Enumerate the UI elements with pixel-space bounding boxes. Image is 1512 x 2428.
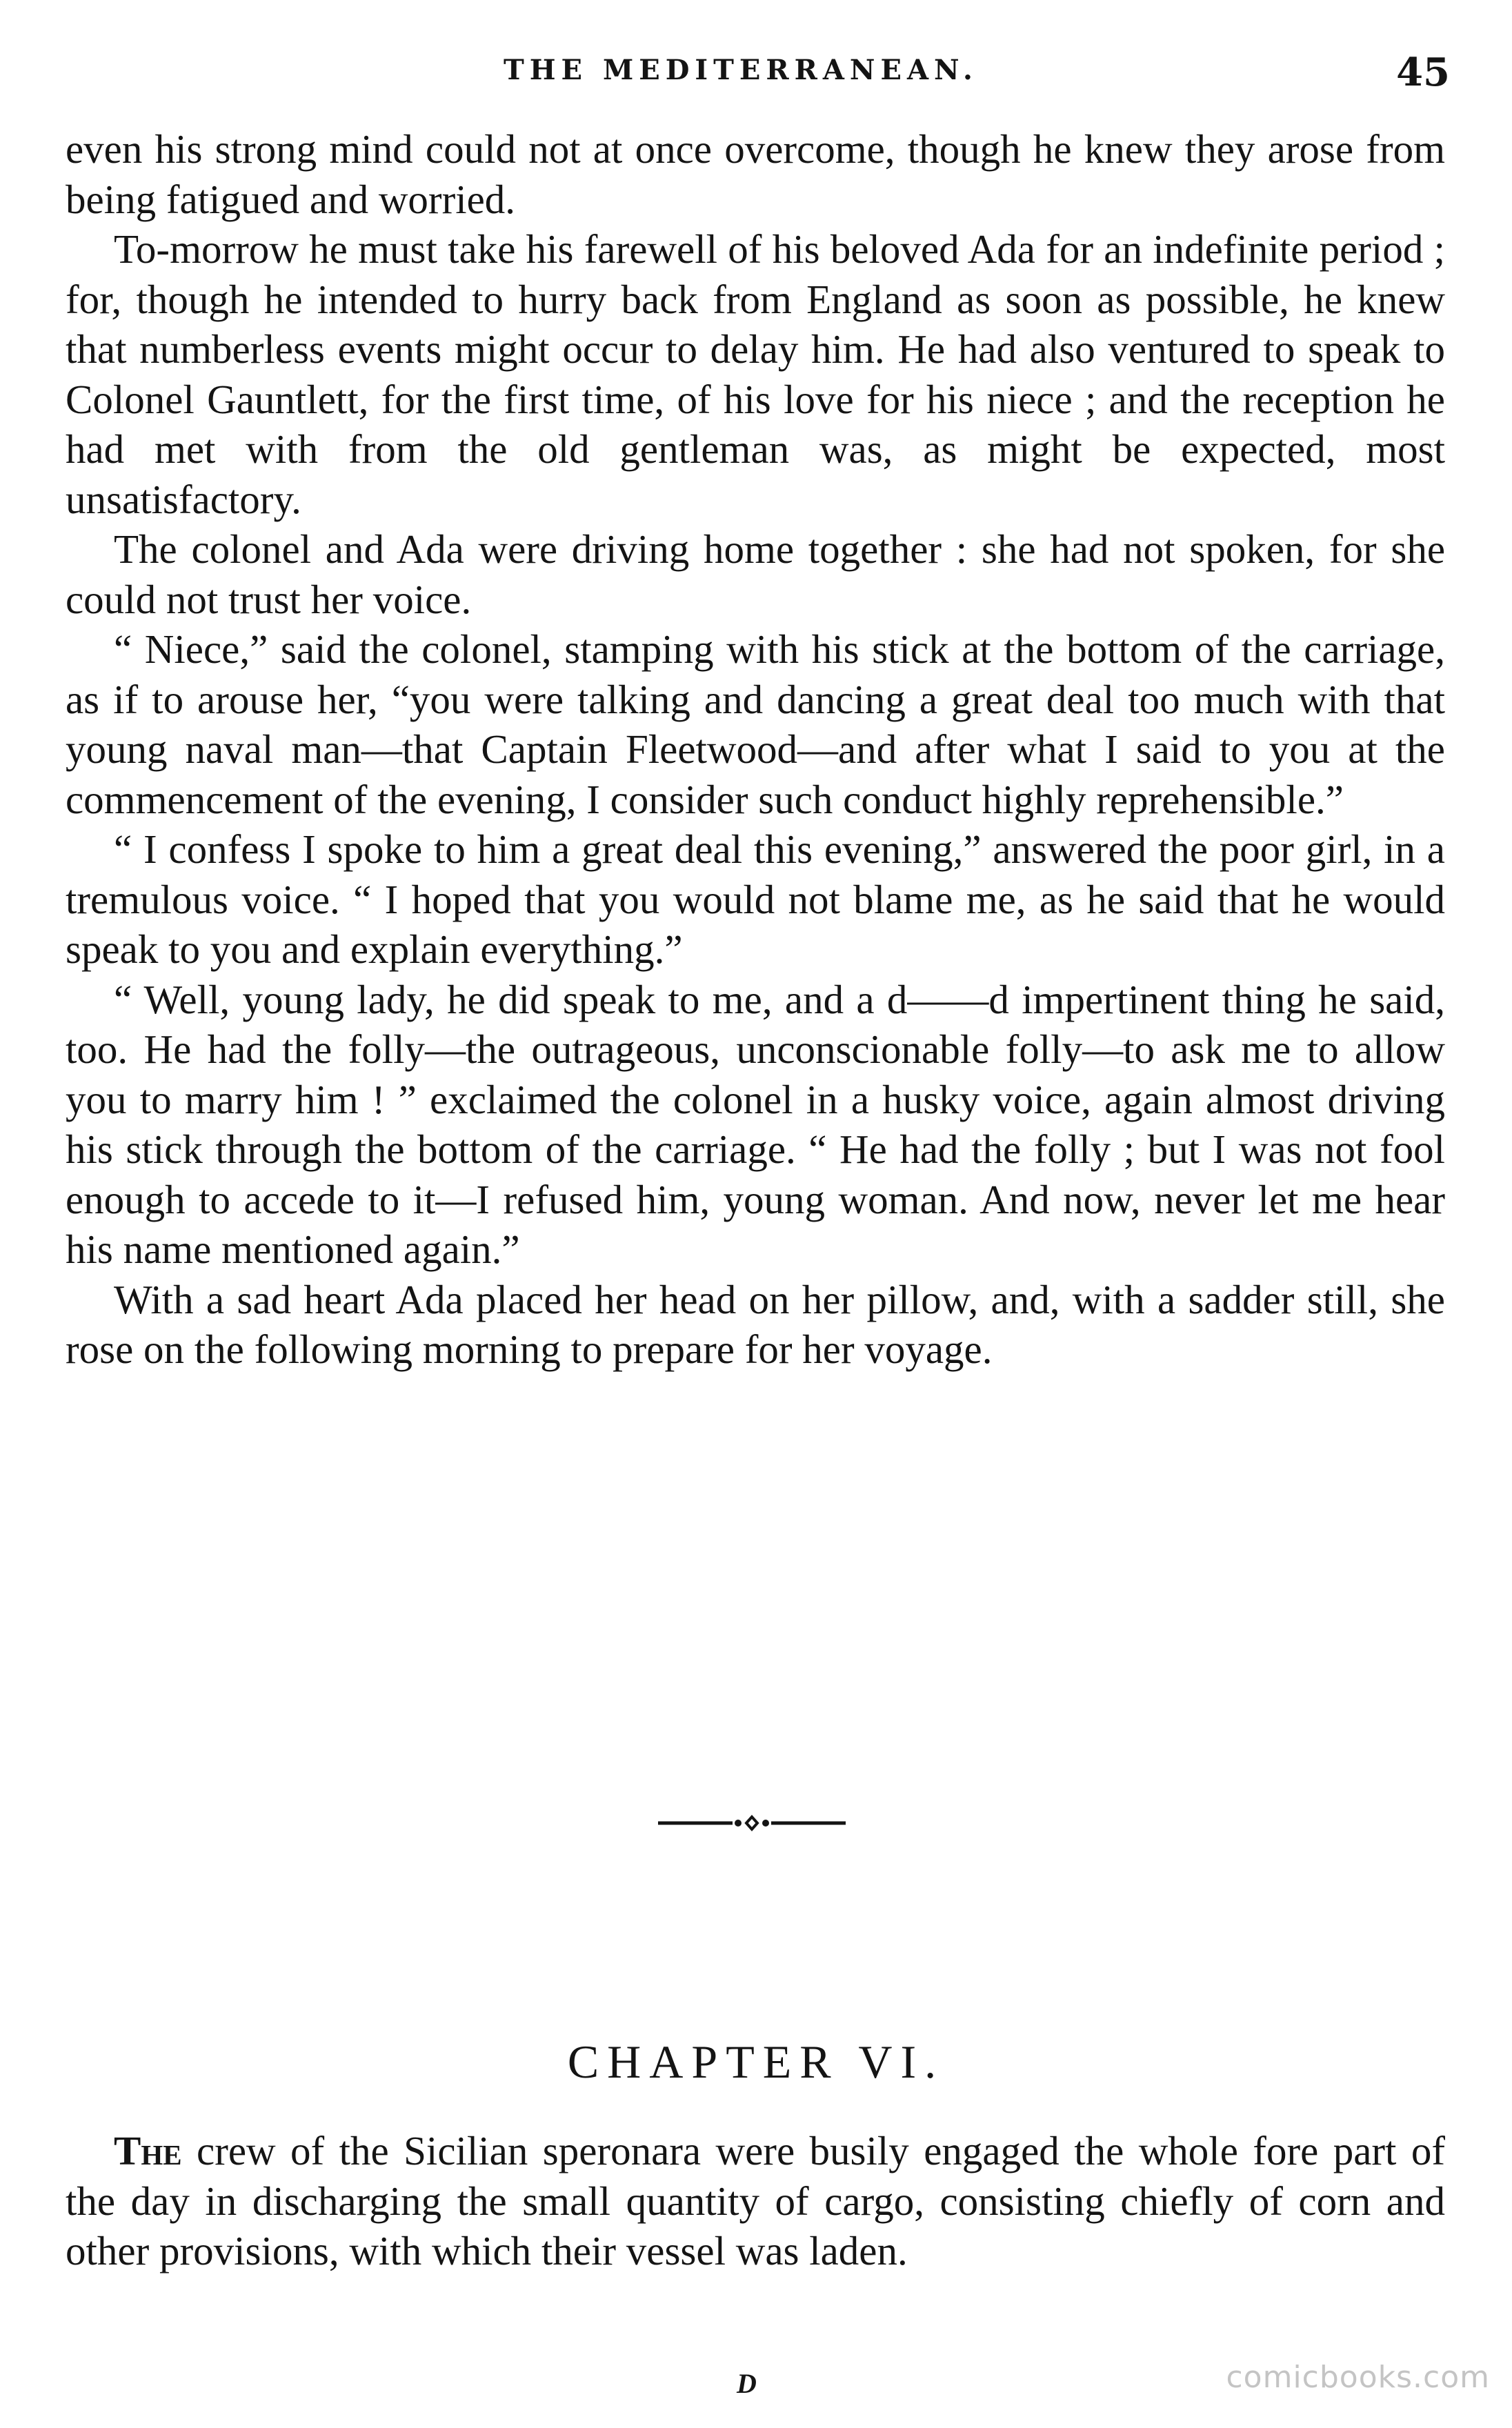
running-title: THE MEDITERRANEAN. [504,54,978,86]
paragraph: “ I confess I spoke to him a great deal this evening,” answered the poor girl, in a tremulous voice. “ I hoped that you would not blame me, as he said that he would speak to you and explain everything.” [66,826,1445,972]
paragraph: The colonel and Ada were driving home together : she had not spoken, for she could not trust her voice. [66,526,1445,622]
paragraph: “ Well, young lady, he did speak to me, and a d——d impertinent thing he said, too. He had the folly—the outrageous, unconscionable folly—to ask me to allow you to marry him ! ” exclaimed the colonel in a husky voice, again almost driving his stick through the bottom of the carriage. “ He had the folly ; but I was not fool enough to accede to it—I refused him, young woman. And now, never let me hear his name mentioned again.” [66,976,1445,1272]
chapter-opening-paragraph [66,2126,1445,2276]
body-text [66,124,1445,1375]
paragraph: With a sad heart Ada placed her head on her pillow, and, with a sadder still, she rose on the following morning to prepare for her voyage. [66,1276,1445,1372]
running-head [0,50,1512,98]
chapter-opening-text: crew of the Sicilian speronara were busily engaged the whole fore part of the day in discharging the small quantity of cargo, consisting chiefly of corn and other provisions, with which their vessel was laden. [66,2128,1445,2273]
watermark: comicbooks.com [1226,2360,1490,2395]
paragraph-continuation: even his strong mind could not at once overcome, though he knew they arose from being fatigued and worried. [66,126,1445,222]
chapter-text [66,2126,1445,2276]
page-number: 45 [1396,50,1450,95]
paragraph: “ Niece,” said the colonel, stamping with his stick at the bottom of the carriage, as if to arouse her, “you were talking and dancing a great deal too much with that young naval man—that Captain Fleetwood—and after what I said to you at the commencement of the evening, I consider such conduct highly reprehensible.” [66,626,1445,822]
chapter-lead-word: The [114,2128,182,2173]
signature-mark: D [737,2368,757,2399]
section-ornament [655,1813,848,1833]
paragraph: To-morrow he must take his farewell of his beloved Ada for an indefinite period ; for, though he intended to hurry back from England as soon as possible, he knew that numberless events might occur to delay him. He had also ventured to speak to Colonel Gauntlett, for the first time, of his love for his niece ; and the reception he had met with from the old gentleman was, as might be expected, most unsatisfactory. [66,226,1445,522]
chapter-heading: CHAPTER VI. [567,2036,945,2088]
